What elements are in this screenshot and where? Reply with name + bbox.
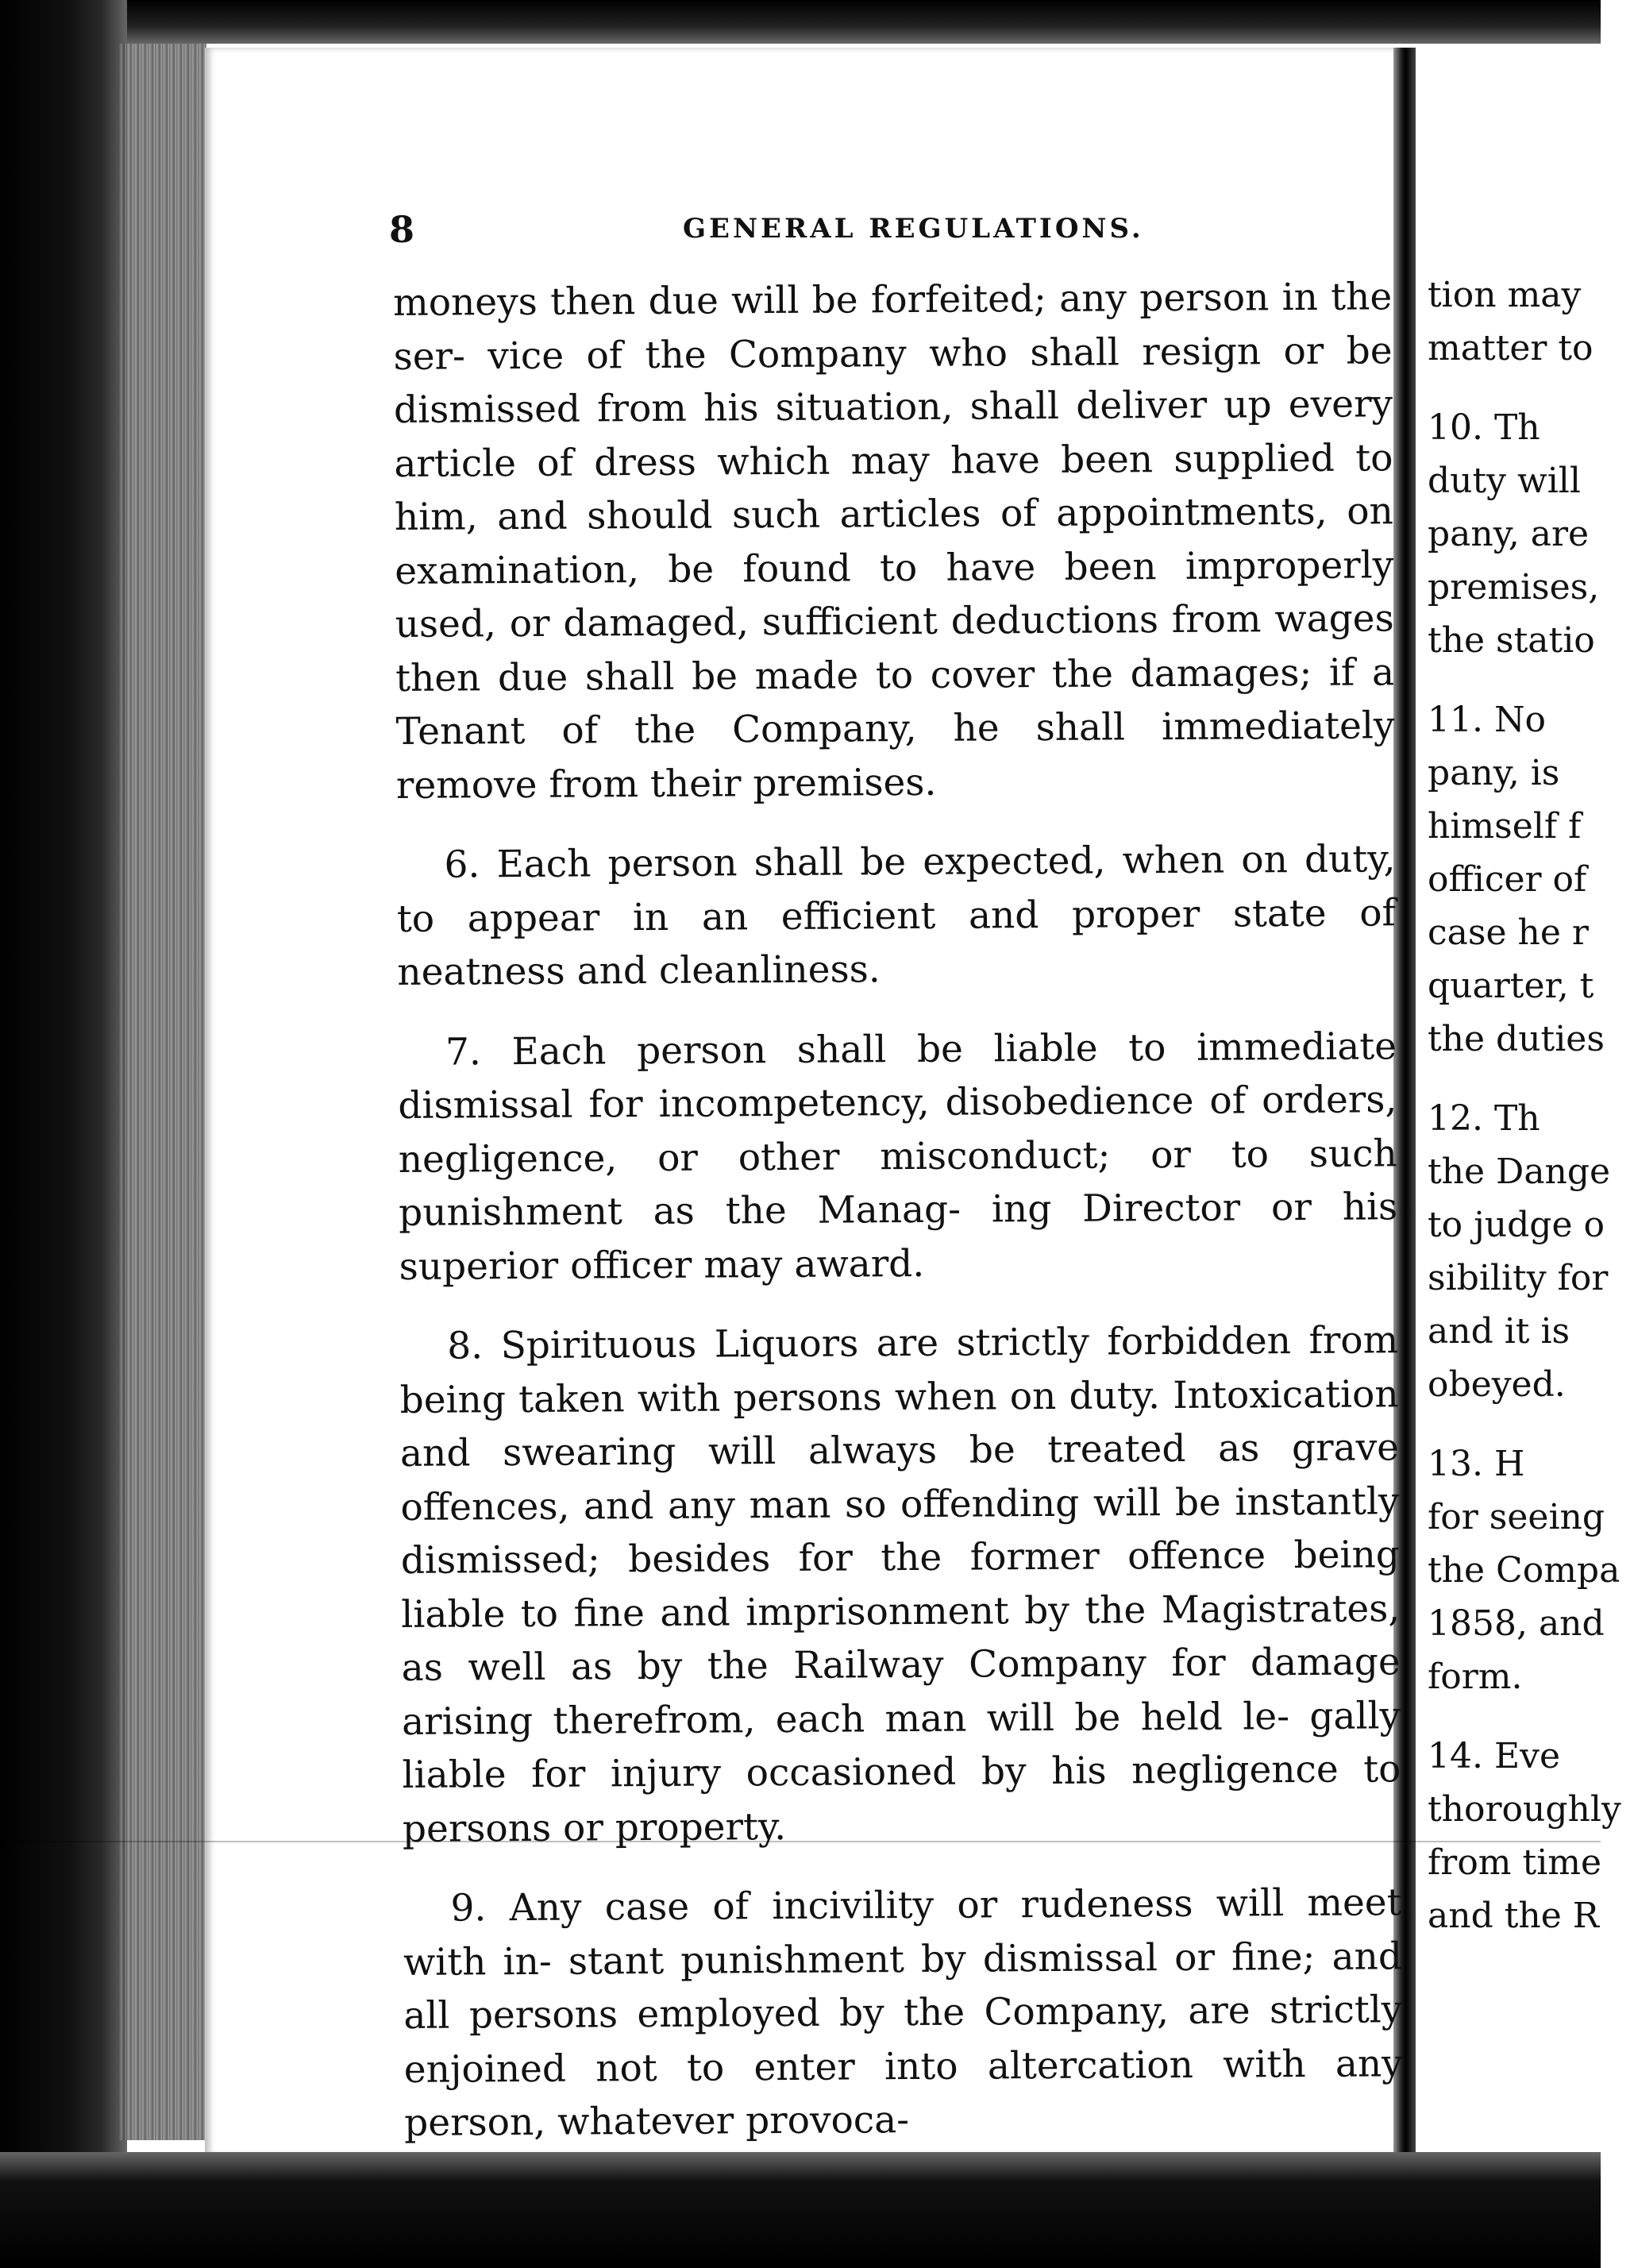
body-text [393,270,1403,2150]
scan-top-edge [0,0,1601,44]
facing-line: pany, are [1428,514,1590,554]
paragraph-6: 6. Each person shall be expected, when on duty, to appear in an efficient and proper state of neatness and cleanliness. [396,837,1397,994]
facing-line: case he r [1428,912,1589,953]
book-page-edges [119,44,206,2140]
facing-line: for seeing [1428,1497,1605,1537]
facing-line: tion may [1428,275,1582,315]
facing-line: 10. Th [1428,407,1540,448]
page-header [389,208,1382,256]
scan-bottom-edge [0,2152,1601,2268]
facing-line: pany, is [1428,753,1560,793]
facing-line: 13. H [1428,1444,1525,1484]
facing-line: to judge o [1428,1205,1605,1245]
paragraph-9: 9. Any case of incivility or rudeness will meet with in- stant punishment by dismissal or fine; and all persons employed by the Company, are strictly enjoined not to enter into altercation with any person, whatever provoca- [403,1880,1403,2145]
paragraph-7: 7. Each person shall be liable to immediate dismissal for incompetency, disobedience of orders, negligence, or other misconduct; or to such punishment as the Manag- ing Director or his superior officer may award. [398,1024,1398,1289]
facing-line: matter to [1428,328,1594,368]
facing-line: 12. Th [1428,1098,1540,1139]
scan-left-edge [0,0,127,2268]
facing-line: from time [1428,1842,1602,1883]
facing-line: quarter, t [1428,966,1594,1006]
facing-line: himself f [1428,806,1582,847]
facing-line: 14. Eve [1428,1736,1560,1776]
paragraph-8: 8. Spirituous Liquors are strictly forbidden from being taken with persons when on duty. Intoxication and swearing will always be treated as grave offences, and any man so offending will be instantly dismissed; besides for the former offence being liable to fine and imprisonment by the Magistrates, as well as by the Railway Company for damage arising therefrom, each man will be held le- gally liable for injury occasioned by his negligence to persons or property. [399,1318,1401,1851]
facing-line: and it is [1428,1311,1570,1352]
facing-line: form. [1428,1657,1523,1697]
facing-line: and the R [1428,1896,1599,1936]
facing-line: premises, [1428,567,1600,608]
facing-line: sibility for [1428,1258,1609,1298]
facing-page-text [1428,268,1634,1942]
facing-line: the Dange [1428,1151,1611,1192]
facing-line: officer of [1428,859,1587,900]
scan-artifact-line [0,1841,1601,1842]
facing-line: 11. No [1428,700,1546,740]
facing-line: 1858, and [1428,1603,1605,1644]
facing-line: the duties [1428,1019,1605,1059]
facing-line: the statio [1428,620,1595,661]
facing-line: duty will [1428,461,1581,501]
facing-line: thoroughly [1428,1789,1621,1830]
facing-line: obeyed. [1428,1364,1566,1405]
facing-line: the Compa [1428,1550,1621,1591]
paragraph-continuation: moneys then due will be forfeited; any person in the ser- vice of the Company who shall resign or be dismissed from his situation, shall deliver up every article of dress which may have been supplied to him, and should such articles of appointments, on examination, be found to have been improperly used, or damaged, sufficient deductions from wages then due shall be made to cover the damages; if a Tenant of the Company, he shall immediately remove from their premises. [393,275,1395,808]
page-number: 8 [389,208,416,251]
running-head: GENERAL REGULATIONS. [683,213,1144,245]
